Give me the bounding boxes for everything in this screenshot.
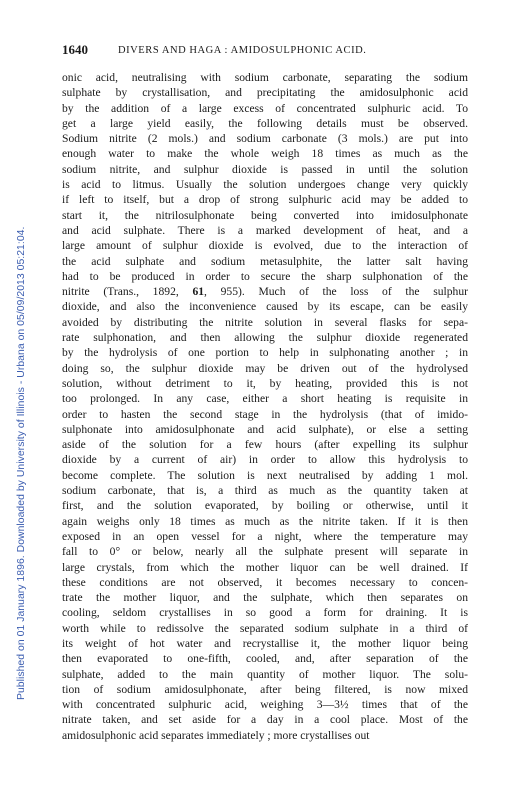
text-line: sulphate, added to the main quantity of mother liquor. The solu- — [62, 667, 468, 681]
text-line: if left to itself, but a drop of strong sulphuric acid may be added to — [62, 193, 468, 207]
text-line: sulphate by crystallisation, and precipitating the amidosulphonic acid — [62, 86, 468, 100]
text-line: sulphonate into amidosulphonate and acid sulphate), or else a setting — [62, 422, 468, 436]
body-text — [62, 70, 468, 743]
text-line: and acid sulphate. There is a marked development of heat, and a — [62, 223, 468, 237]
text-line: doing so, the sulphur dioxide may be driven out of the hydrolysed — [62, 361, 468, 375]
text-line: then evaporated to one-fifth, cooled, and, after separation of the — [62, 652, 468, 666]
text-line: exposed in an open vessel for a night, where the temperature may — [62, 529, 468, 543]
text-line: the acid sulphate and sodium metasulphite, the latter salt having — [62, 254, 468, 268]
text-line: its weight of hot water and recrystallise it, the mother liquor being — [62, 636, 468, 650]
text-line: large amount of sulphur dioxide is evolved, due to the interaction of — [62, 239, 468, 253]
text-line: these conditions are not observed, it becomes necessary to concen- — [62, 575, 468, 589]
text-line: solution, without detriment to it, by heating, provided this is not — [62, 376, 468, 390]
text-line: dioxide, and also the inconvenience caused by its escape, can be easily — [62, 300, 468, 314]
text-line: fall to 0° or below, nearly all the sulphate present will separate in — [62, 545, 468, 559]
text-line: avoided by distributing the nitrite solution in several flasks for sepa- — [62, 315, 468, 329]
text-line: Sodium nitrite (2 mols.) and sodium carbonate (3 mols.) are put into — [62, 132, 468, 146]
text-line: with concentrated sulphuric acid, weighing 3—3½ times that of the — [62, 698, 468, 712]
text-line: too prolonged. In any case, either a short heating is requisite in — [62, 392, 468, 406]
text-line: onic acid, neutralising with sodium carbonate, separating the sodium — [62, 71, 468, 84]
text-line: nitrite (Trans., 1892, 61, 955). Much of the loss of the sulphur — [62, 285, 468, 299]
text-line: enough water to make the whole weigh 18 times as much as the — [62, 147, 468, 161]
text-line: worth while to redissolve the separated sodium sulphate in a third of — [62, 621, 468, 635]
text-line: start it, the nitrilosulphonate being converted into imidosulphonate — [62, 208, 468, 222]
download-watermark — [2, 60, 27, 700]
text-line: is acid to litmus. Usually the solution undergoes change very quickly — [62, 178, 468, 192]
text-line: large crystals, from which the mother liquor can be well drained. If — [62, 560, 468, 574]
running-head: DIVERS AND HAGA : AMIDOSULPHONIC ACID. — [118, 45, 367, 56]
text-line: again weighs only 18 times as much as the nitrite taken. If it is then — [62, 514, 468, 528]
text-line: tion of sodium amidosulphonate, after being filtered, is now mixed — [62, 682, 468, 696]
text-line: by the addition of a large excess of concentrated sulphuric acid. To — [62, 101, 468, 115]
text-line: aside of the solution for a few hours (after expelling its sulphur — [62, 438, 468, 452]
text-line: nitrate taken, and set aside for a day in a cool place. Most of the — [62, 713, 468, 727]
volume-number: 61 — [192, 285, 205, 299]
text-line: amidosulphonic acid separates immediately ; more crystallises out — [62, 728, 370, 742]
text-line: by the hydrolysis of one portion to help in sulphonating another ; in — [62, 346, 468, 360]
text-line: first, and the solution evaporated, by boiling or otherwise, until it — [62, 499, 468, 513]
page-number: 1640 — [62, 42, 88, 57]
text-line: become complete. The solution is next neutralised by adding 1 mol. — [62, 468, 468, 482]
text-line: cooling, seldom crystallises in so good a form for draining. It is — [62, 606, 468, 620]
text-line: get a large yield easily, the following details must be observed. — [62, 116, 468, 130]
text-line: trate the mother liquor, and the sulphate, which then separates on — [62, 591, 468, 605]
text-line: sodium nitrite, and sulphur dioxide is passed in until the solution — [62, 162, 468, 176]
text-line: had to be produced in order to secure the sharp sulphonation of the — [62, 269, 468, 283]
page-header — [62, 42, 467, 58]
download-watermark-text: Published on 01 January 1896. Downloaded by University of Illinois - Urbana on 05/09/2013 05:21:04. — [16, 226, 27, 700]
text-line: dioxide by a current of air) in order to allow this hydrolysis to — [62, 453, 468, 467]
text-line: order to hasten the second stage in the hydrolysis (that of imido- — [62, 407, 468, 421]
text-line: sodium carbonate, that is, a third as much as the quantity taken at — [62, 484, 468, 498]
text-line: rate sulphonation, and then allowing the sulphur dioxide regenerated — [62, 331, 468, 345]
